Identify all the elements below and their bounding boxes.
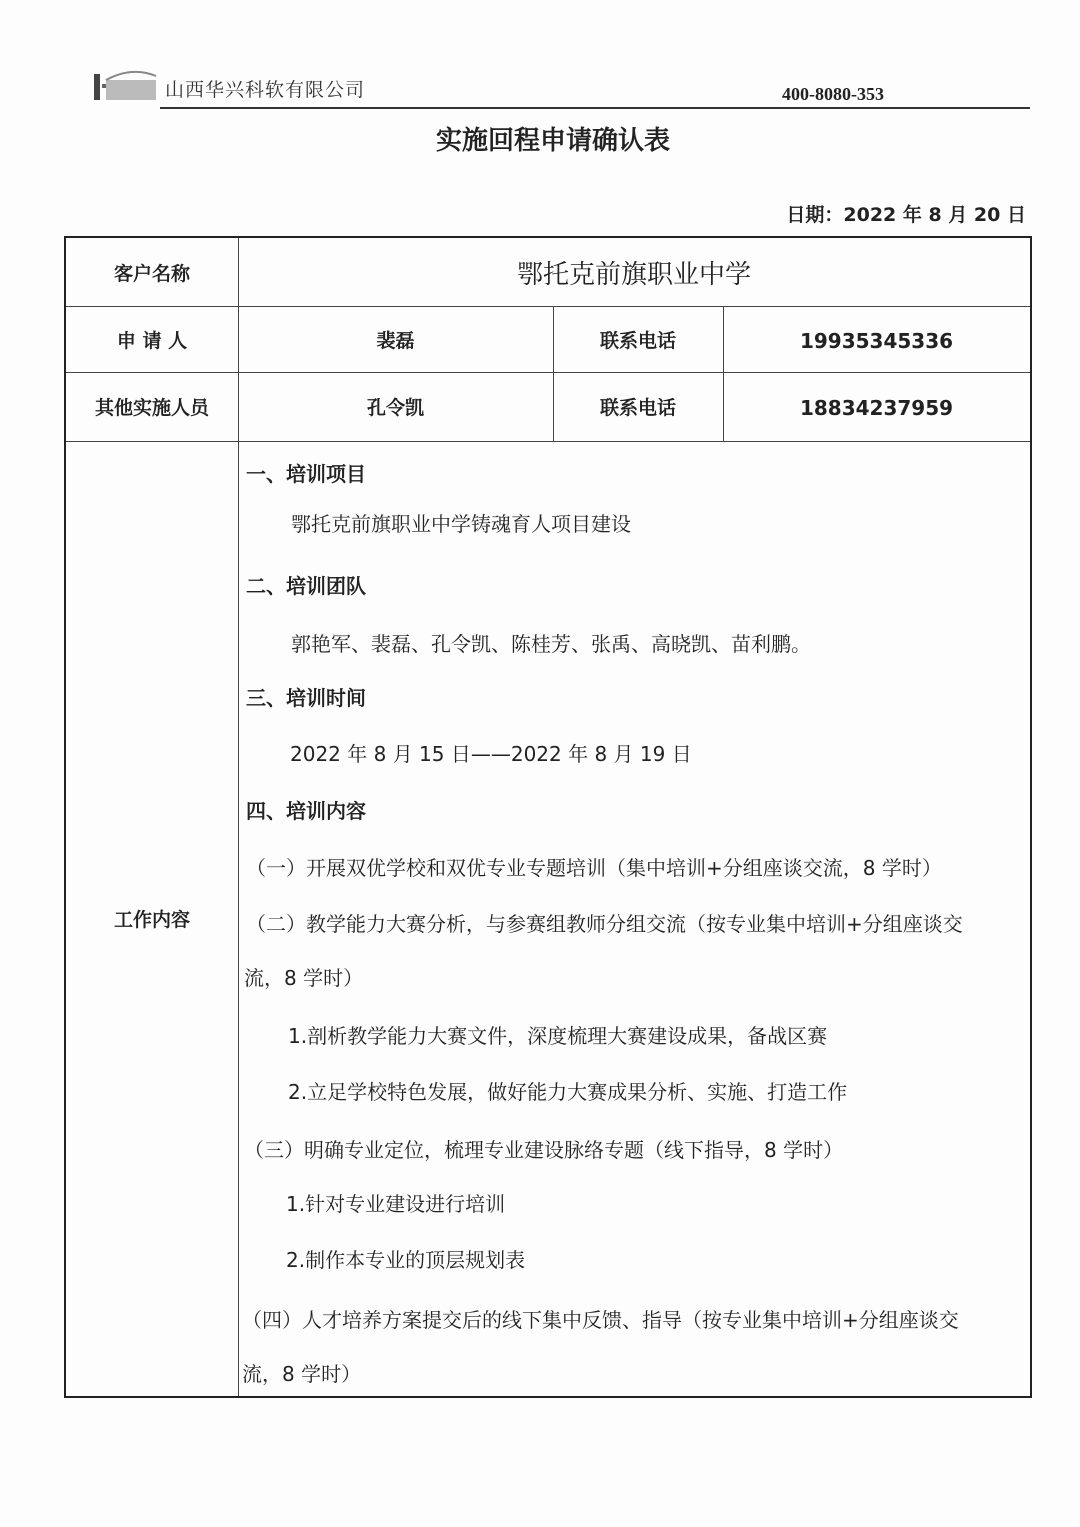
work-line: 流，8 学时）: [242, 1362, 362, 1386]
header-divider: [160, 107, 1030, 109]
work-line: 2022 年 8 月 15 日——2022 年 8 月 19 日: [290, 742, 692, 766]
work-line: 流，8 学时）: [244, 966, 364, 990]
applicant-value: 裴磊: [376, 329, 415, 352]
contact-label-1: 联系电话: [599, 329, 676, 352]
form-date: 日期：2022 年 8 月 20 日: [786, 204, 1026, 226]
company-name: 山西华兴科软有限公司: [165, 79, 366, 101]
work-line: 1.针对专业建设进行培训: [286, 1192, 506, 1216]
work-line: 2.立足学校特色发展，做好能力大赛成果分析、实施、打造工作: [288, 1080, 848, 1104]
confirmation-table: [64, 236, 1032, 1398]
work-line: （二）教学能力大赛分析，与参赛组教师分组交流（按专业集中培训+分组座谈交: [246, 912, 963, 936]
work-line: （三）明确专业定位，梳理专业建设脉络专题（线下指导，8 学时）: [244, 1138, 844, 1162]
work-label: 工作内容: [113, 909, 190, 931]
work-line: 鄂托克前旗职业中学铸魂育人项目建设: [291, 512, 631, 536]
work-line: （四）人才培养方案提交后的线下集中反馈、指导（按专业集中培训+分组座谈交: [242, 1308, 959, 1332]
contact-value-1: 19935345336: [799, 329, 954, 353]
others-value: 孔令凯: [366, 397, 424, 419]
form-title: 实施回程申请确认表: [435, 126, 670, 156]
contact-label-2: 联系电话: [599, 397, 676, 419]
others-label: 其他实施人员: [94, 397, 209, 419]
customer-value: 鄂托克前旗职业中学: [516, 259, 751, 290]
section-heading: 三、培训时间: [246, 686, 366, 710]
section-heading: 四、培训内容: [246, 799, 366, 823]
work-line: 2.制作本专业的顶层规划表: [286, 1248, 526, 1272]
contact-value-2: 18834237959: [799, 395, 954, 420]
work-line: 1.剖析教学能力大赛文件，深度梳理大赛建设成果，备战区赛: [288, 1024, 828, 1048]
applicant-label: 申 请 人: [116, 329, 188, 352]
company-logo: [92, 70, 158, 102]
section-heading: 一、培训项目: [246, 462, 366, 486]
company-phone: 400-8080-353: [782, 84, 884, 104]
section-heading: 二、培训团队: [246, 574, 366, 598]
customer-label: 客户名称: [113, 262, 190, 285]
work-line: 郭艳军、裴磊、孔令凯、陈桂芳、张禹、高晓凯、苗利鹏。: [291, 632, 811, 656]
work-line: （一）开展双优学校和双优专业专题培训（集中培训+分组座谈交流，8 学时）: [246, 856, 942, 880]
